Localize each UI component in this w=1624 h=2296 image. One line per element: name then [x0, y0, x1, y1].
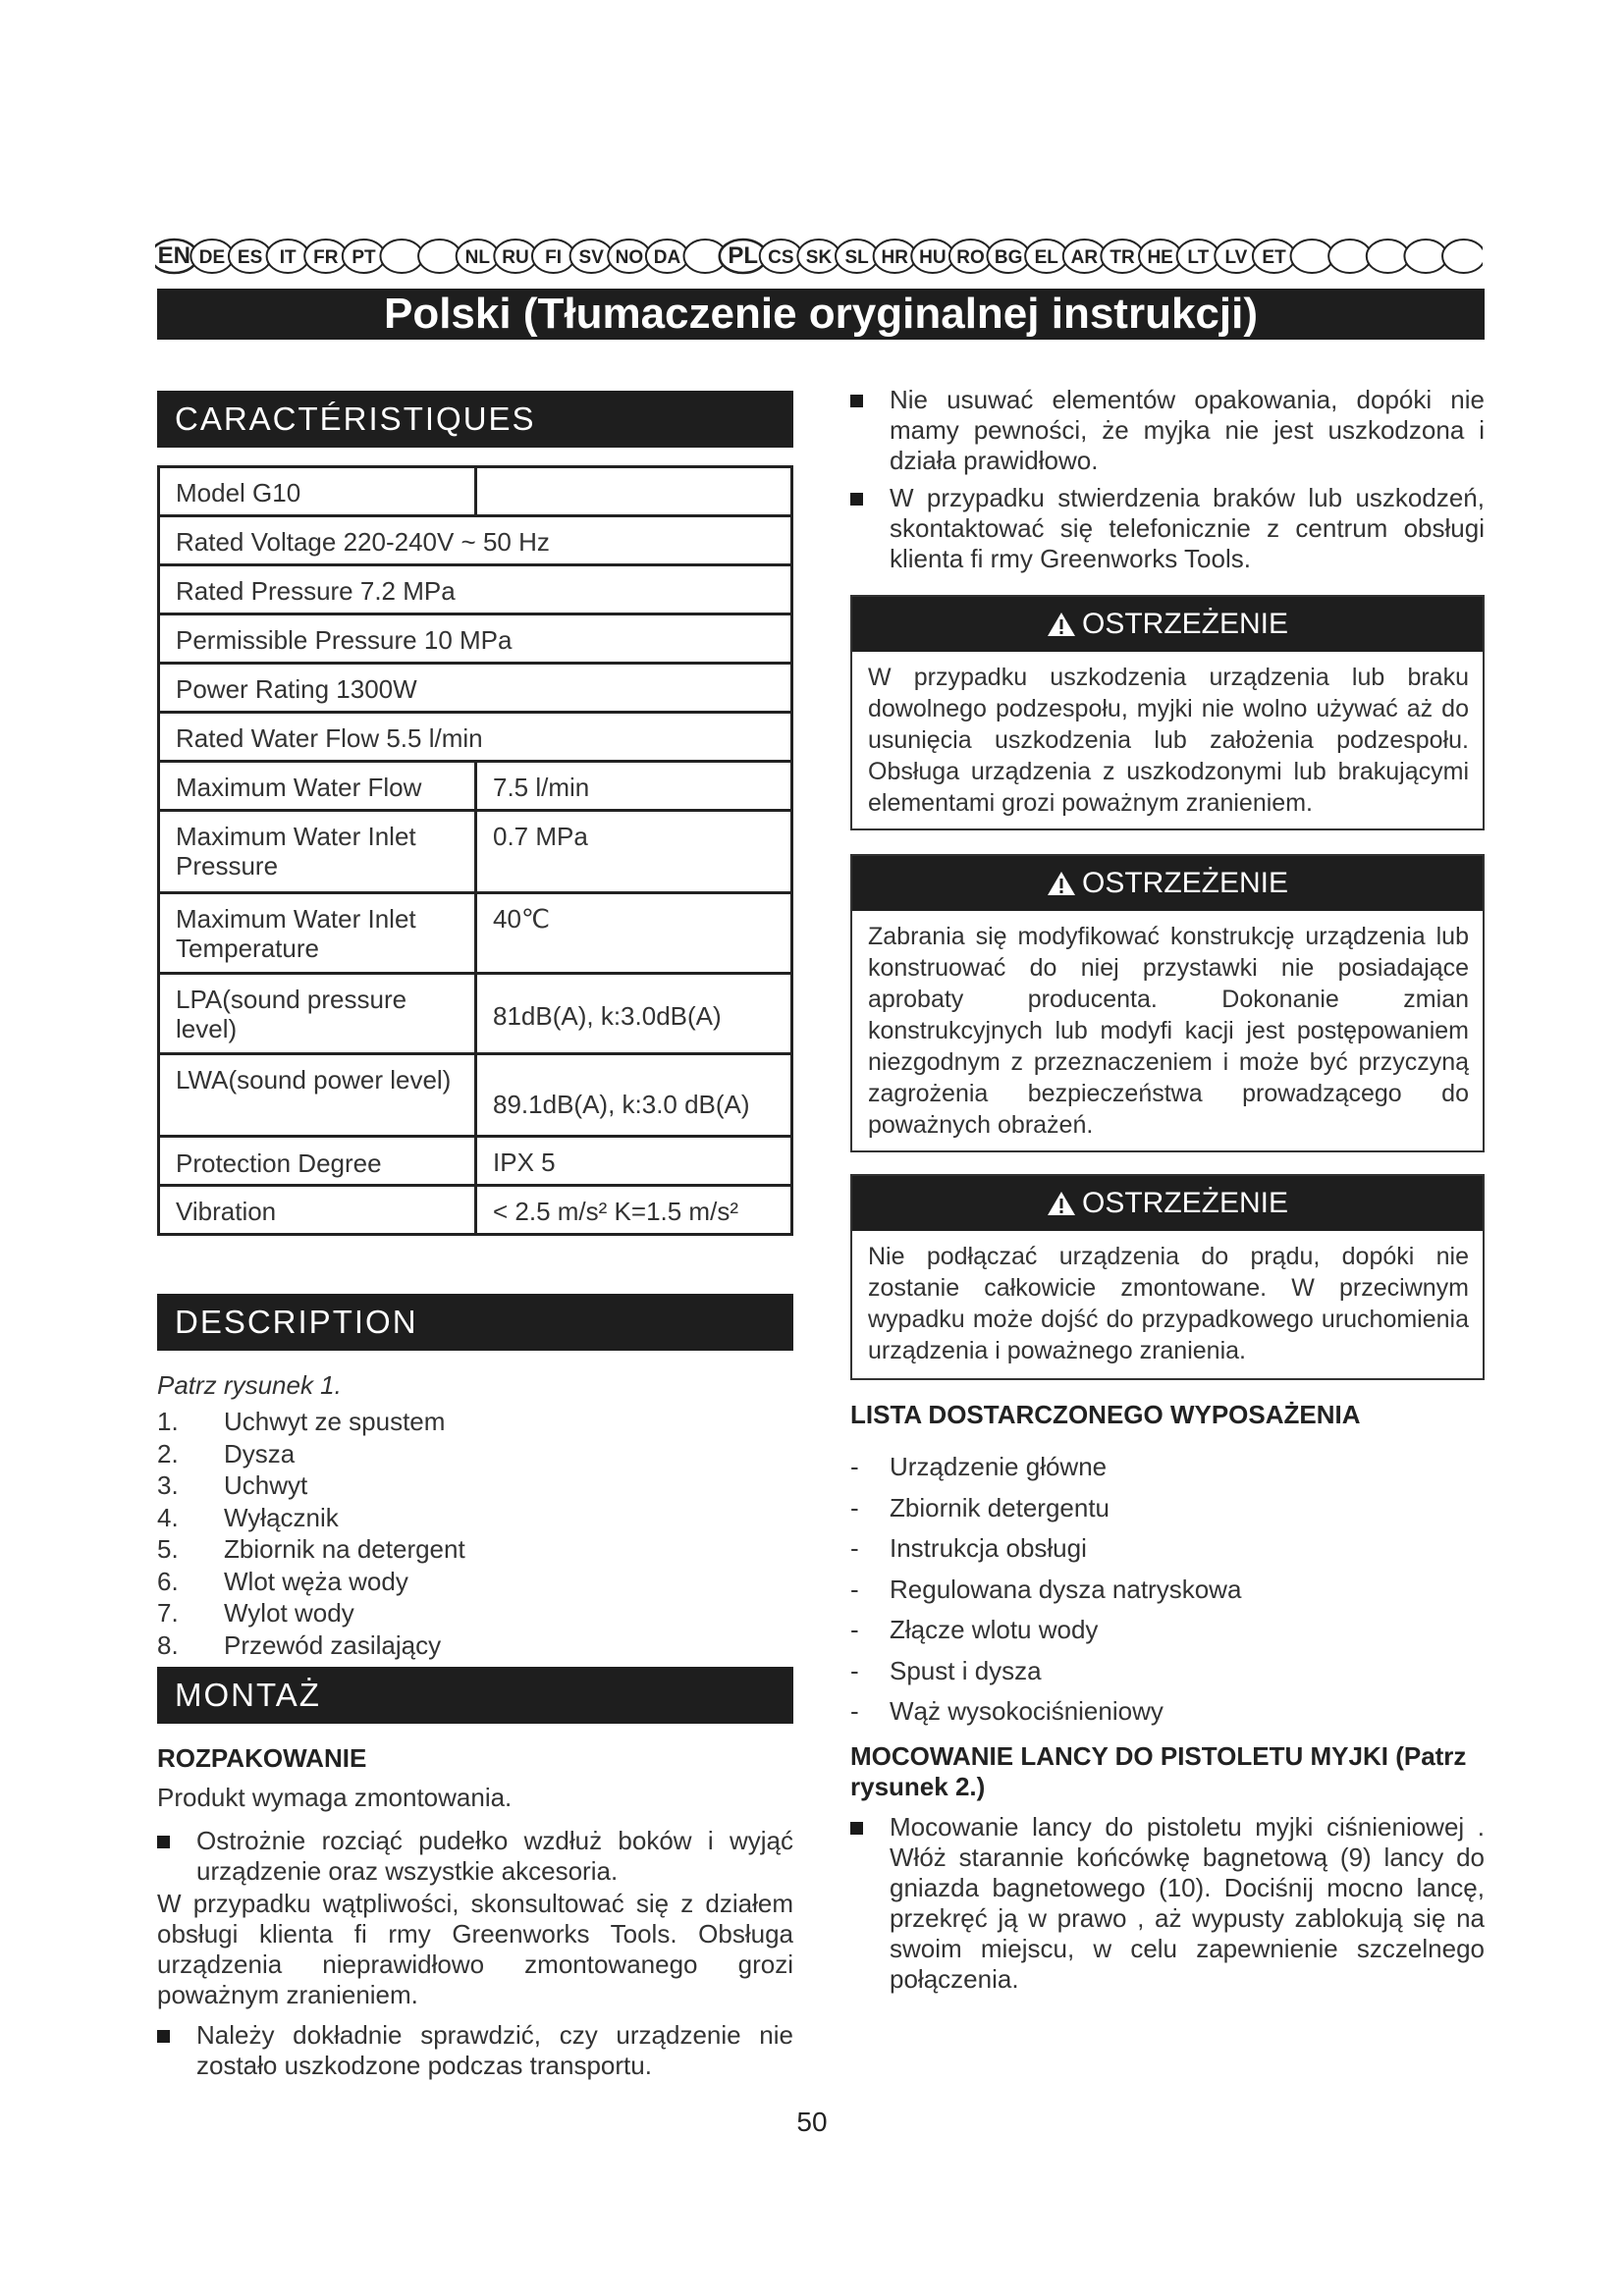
list-item: - Zbiornik detergentu	[850, 1488, 1485, 1529]
warning-header	[852, 597, 1483, 652]
language-code: RU	[502, 247, 529, 268]
spec-value: 0.7 MPa	[476, 811, 792, 893]
item-text: Spust i dysza	[890, 1655, 1042, 1685]
warning-triangle-icon	[1047, 1191, 1076, 1216]
bullet-text: W przypadku stwierdzenia braków lub uszkodzeń, skontaktować się telefonicznie z centrum obsługi klienta fi rmy Greenworks Tools.	[890, 483, 1485, 573]
list-item	[157, 1406, 766, 1438]
bullet-text: Należy dokładnie sprawdzić, czy urządzenie nie zostało uszkodzone podczas transportu.	[196, 2020, 793, 2080]
spec-value: 89.1dB(A), k:3.0 dB(A)	[476, 1054, 792, 1137]
item-text: Przewód zasilający	[224, 1629, 442, 1660]
language-code: SV	[578, 247, 604, 268]
warning-box	[850, 595, 1485, 830]
section-header-assembly: MONTAŻ	[157, 1667, 793, 1724]
spec-value: IPX 5	[476, 1137, 792, 1186]
item-number: 4.	[157, 1502, 179, 1532]
unpacking-bullet-1	[157, 1826, 793, 1887]
list-item: - Instrukcja obsługi	[850, 1528, 1485, 1570]
unpacking-bullet-2	[157, 2020, 793, 2081]
language-code: LV	[1224, 247, 1248, 268]
warning-box	[850, 854, 1485, 1152]
unpacking-title: ROZPAKOWANIE	[157, 1743, 367, 1773]
item-text: Dysza	[224, 1438, 296, 1468]
item-text: Uchwyt	[224, 1470, 308, 1500]
item-number: 7.	[157, 1598, 179, 1628]
spec-label: Rated Water Flow 5.5 l/min	[159, 713, 792, 762]
parts-list	[157, 1406, 766, 1661]
table-row	[159, 762, 792, 811]
language-code: NO	[615, 247, 644, 268]
table-row	[159, 811, 792, 893]
bullet-text: Ostrożnie rozciąć pudełko wzdłuż boków i wyjąć urządzenie oraz wszystkie akcesoria.	[196, 1826, 793, 1886]
language-code: SK	[805, 247, 833, 268]
language-code: EL	[1034, 247, 1058, 268]
language-tab	[1291, 240, 1333, 273]
language-tab	[418, 240, 460, 273]
unpacking-intro: Produkt wymaga zmontowania.	[157, 1783, 513, 1812]
language-code: FR	[313, 247, 339, 268]
table-row	[159, 1137, 792, 1186]
language-code: HU	[919, 247, 947, 268]
item-number: 3.	[157, 1470, 179, 1500]
spec-value: 81dB(A), k:3.0dB(A)	[476, 974, 792, 1054]
bullet-square	[850, 395, 863, 407]
figure-reference: Patrz rysunek 1.	[157, 1370, 342, 1400]
item-text: Regulowana dysza natryskowa	[890, 1574, 1242, 1604]
item-number: 5.	[157, 1534, 179, 1564]
item-number: 6.	[157, 1566, 179, 1596]
lance-mount-bullet	[850, 1812, 1485, 1995]
language-code: EN	[157, 242, 190, 269]
language-code: DA	[653, 247, 681, 268]
bullet-square	[157, 1836, 170, 1848]
item-text: Instrukcja obsługi	[890, 1533, 1087, 1563]
table-row	[159, 467, 792, 516]
item-text: Wyłącznik	[224, 1502, 339, 1532]
language-code: PL	[728, 242, 759, 269]
language-code: RO	[956, 247, 985, 268]
list-item	[157, 1438, 766, 1470]
table-row	[159, 974, 792, 1054]
language-tab	[1367, 240, 1409, 273]
table-row	[159, 1186, 792, 1235]
item-text: Złącze wlotu wody	[890, 1615, 1099, 1644]
bullet-square	[850, 493, 863, 506]
table-row	[159, 664, 792, 713]
language-code: AR	[1070, 247, 1099, 268]
warning-box	[850, 1174, 1485, 1380]
list-item	[157, 1469, 766, 1502]
language-code: CS	[768, 247, 794, 268]
warning-title: OSTRZEŻENIE	[1081, 608, 1288, 640]
spec-value: 7.5 l/min	[476, 762, 792, 811]
spec-label: LPA(sound pressure level)	[159, 974, 476, 1054]
language-tab	[1328, 240, 1371, 273]
list-item: - Wąż wysokociśnieniowy	[850, 1691, 1485, 1733]
language-code: ES	[237, 247, 263, 268]
item-text: Wąż wysokociśnieniowy	[890, 1696, 1164, 1726]
page-number: 50	[796, 2107, 828, 2137]
warning-text: W przypadku uszkodzenia urządzenia lub braku dowolnego podzespołu, myjki nie wolno używać aż do usunięcia uszkodzenia lub założenia podzespołu. Obsługa urządzenia z uszkodzonymi lub brakującymi elementami grozi poważnym zranieniem.	[868, 664, 1469, 817]
supplied-items-list	[850, 1447, 1485, 1733]
unpacking-paragraph: W przypadku wątpliwości, skonsultować się z działem obsługi klienta fi rmy Greenworks Tools. Obsługa urządzenia nieprawidłowo zmontowanego grozi poważnym zranieniem.	[157, 1889, 793, 2009]
warning-triangle-icon	[1047, 871, 1076, 896]
list-item	[157, 1566, 766, 1598]
bullet-text: Nie usuwać elementów opakowania, dopóki nie mamy pewności, że myjka nie jest uszkodzona i działa prawidłowo.	[890, 385, 1485, 475]
item-text: Uchwyt ze spustem	[224, 1407, 446, 1436]
spec-label: Maximum Water Inlet Pressure	[159, 811, 476, 893]
table-row	[159, 1054, 792, 1137]
bullet-text: Mocowanie lancy do pistoletu myjki ciśnieniowej . Włóż starannie końcówkę bagnetową (9) lancy do gniazda bagnetowego (10). Dociśnij mocno lancę, przekręć ją w prawo , aż wypusty zablokują się na swoim miejscu, w celu zapewnienie szczelnego połączenia.	[890, 1812, 1485, 1994]
item-number: 8.	[157, 1629, 179, 1660]
list-item	[157, 1629, 766, 1662]
list-item	[157, 1502, 766, 1534]
language-code: HE	[1147, 247, 1173, 268]
language-code: LT	[1187, 247, 1210, 268]
list-item: - Spust i dysza	[850, 1651, 1485, 1692]
list-item: - Urządzenie główne	[850, 1447, 1485, 1488]
language-code: PT	[352, 247, 376, 268]
list-item	[157, 1533, 766, 1566]
warning-header	[852, 1176, 1483, 1231]
spec-label: Maximum Water Inlet Temperature	[159, 893, 476, 974]
spec-value: 40℃	[476, 893, 792, 974]
language-code: DE	[198, 247, 226, 268]
table-row	[159, 713, 792, 762]
language-bar	[155, 236, 1483, 277]
language-code: HR	[881, 247, 908, 268]
bullet-square	[157, 2030, 170, 2043]
language-code: TR	[1110, 247, 1135, 268]
table-row	[159, 614, 792, 664]
specifications-table	[157, 465, 793, 1236]
language-code: ET	[1262, 247, 1286, 268]
warning-text: Nie podłączać urządzenia do prądu, dopóki nie zostanie całkowicie zmontowane. W przeciwnym wypadku może dojść do przypadkowego uruchomienia urządzenia i poważnego zranienia.	[868, 1243, 1469, 1364]
spec-label: Vibration	[159, 1186, 476, 1235]
bullet-square	[850, 1822, 863, 1835]
right-bullet-2	[850, 483, 1485, 574]
item-text: Urządzenie główne	[890, 1452, 1108, 1481]
warning-title: OSTRZEŻENIE	[1081, 1187, 1288, 1219]
spec-label: Maximum Water Flow	[159, 762, 476, 811]
list-item: - Złącze wlotu wody	[850, 1610, 1485, 1651]
language-code: IT	[279, 247, 297, 268]
warning-text: Zabrania się modyfikować konstrukcję urządzenia lub konstruować do niej przystawki nie posiadające aprobaty producenta. Dokonanie zmian konstrukcyjnych lub modyfi kacji jest postępowaniem niezgodnym z przeznaczeniem i może być przyczyną zagrożenia bezpieczeństwa prowadzącego do poważnych obrażeń.	[868, 923, 1469, 1139]
item-number: 2.	[157, 1438, 179, 1468]
language-tab	[1442, 240, 1483, 273]
language-code: NL	[464, 247, 491, 268]
table-row	[159, 516, 792, 565]
spec-value: < 2.5 m/s² K=1.5 m/s²	[476, 1186, 792, 1235]
right-bullet-1	[850, 385, 1485, 476]
warning-title: OSTRZEŻENIE	[1081, 867, 1288, 899]
section-header-specifications: CARACTÉRISTIQUES	[157, 391, 793, 448]
language-code: BG	[994, 247, 1023, 268]
item-text: Wylot wody	[224, 1598, 354, 1628]
spec-label: Rated Pressure 7.2 MPa	[159, 565, 792, 614]
spec-label: Rated Voltage 220-240V ~ 50 Hz	[159, 516, 792, 565]
list-item: - Regulowana dysza natryskowa	[850, 1570, 1485, 1611]
language-tab	[1404, 240, 1446, 273]
item-number: 1.	[157, 1407, 179, 1436]
language-code: SL	[844, 247, 869, 268]
spec-label: Model G10	[159, 467, 476, 516]
language-code: FI	[545, 247, 563, 268]
item-text: Zbiornik detergentu	[890, 1492, 1110, 1522]
table-row	[159, 565, 792, 614]
warning-header	[852, 856, 1483, 911]
list-item	[157, 1597, 766, 1629]
page-title: Polski (Tłumaczenie oryginalnej instrukcji)	[157, 289, 1485, 340]
item-text: Wlot węża wody	[224, 1566, 408, 1596]
spec-label: Permissible Pressure 10 MPa	[159, 614, 792, 664]
supplied-items-title: LISTA DOSTARCZONEGO WYPOSAŻENIA	[850, 1400, 1361, 1429]
item-text: Zbiornik na detergent	[224, 1534, 465, 1564]
language-tab	[380, 240, 422, 273]
spec-label: Protection Degree	[159, 1137, 476, 1186]
spec-label: Power Rating 1300W	[159, 664, 792, 713]
lance-mount-title: MOCOWANIE LANCY DO PISTOLETU MYJKI (Patrz rysunek 2.)	[850, 1741, 1467, 1801]
section-header-description: DESCRIPTION	[157, 1294, 793, 1351]
spec-label: LWA(sound power level)	[159, 1054, 476, 1137]
table-row	[159, 893, 792, 974]
warning-triangle-icon	[1047, 612, 1076, 637]
